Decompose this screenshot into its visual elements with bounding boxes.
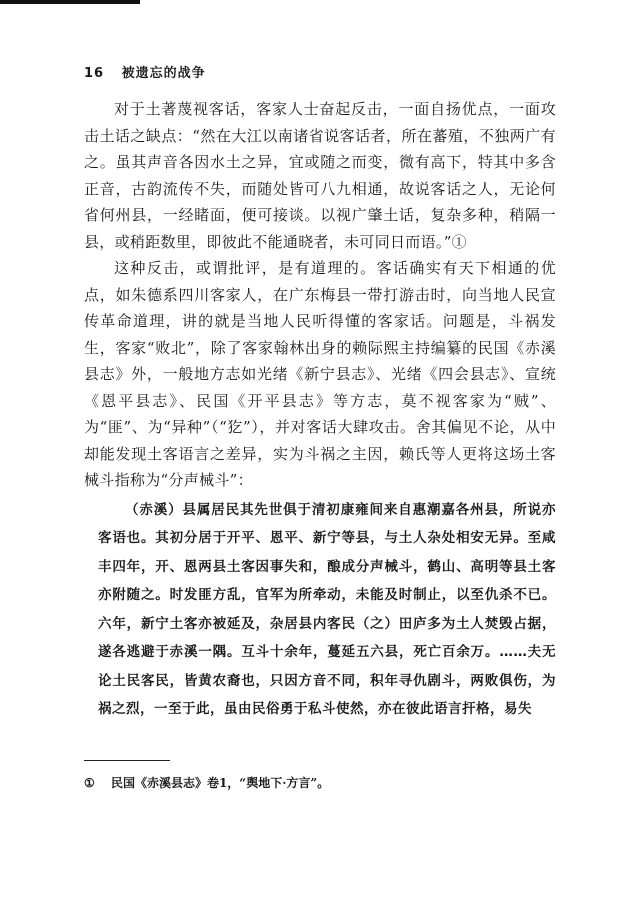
body-text [84, 96, 556, 724]
running-title: 被遗忘的战争 [121, 66, 206, 81]
footnote-mark: ① [84, 776, 95, 790]
paragraph-2: 这种反击，或谓批评，是有道理的。客话确实有天下相通的优点，如朱德系四川客家人，在广东梅县一带打游击时，向当地人民宣传革命道理，讲的就是当地人民听得懂的客家话。问题是，斗祸发生，客家“败北”，除了客家翰林出身的赖际熙主持编纂的民国《赤溪县志》外，一般地方志如光绪《新宁县志》、光绪《四会县志》、宣统《恩平县志》、民国《开平县志》等方志，莫不视客家为“贼”、为“匪”、为“异种”（“犵”），并对客话大肆攻击。舍其偏见不论，从中却能发现土客语言之差异，实为斗祸之主因，赖氏等人更将这场土客械斗指称为“分声械斗”： [84, 259, 556, 489]
footnote [84, 774, 329, 791]
scan-corner-mark [0, 0, 140, 4]
block-quote: （赤溪）县属居民其先世俱于清初康雍间来自惠潮嘉各州县，所说亦客语也。其初分居于开平、恩平、新宁等县，与土人杂处相安无异。至咸丰四年，开、恩两县土客因事失和，酿成分声械斗，鹤山、高明等县土客亦附随之。时发匪方乱，官军为所牵动，未能及时制止，以至仇杀不已。六年，新宁土客亦被延及，杂居县内客民（之）田庐多为土人焚毁占据，遂各逃避于赤溪一隅。互斗十余年，蔓延五六县，死亡百余万。……夫无论土民客民，皆黄农裔也，只因方音不同，积年寻仇剧斗，两败俱伤，为祸之烈，一至于此，虽由民俗勇于私斗使然，亦在彼此语言扞格，易失 [98, 501, 556, 717]
page-number: 16 [84, 66, 105, 81]
page-header [84, 62, 206, 81]
footnote-text: 民国《赤溪县志》卷1，“舆地下·方言”。 [110, 776, 330, 790]
paragraph-1: 对于土著蔑视客话，客家人士奋起反击，一面自扬优点，一面攻击土话之缺点：“然在大江以南诸省说客话者，所在蕃殖，不独两广有之。虽其声音各因水土之异，宜或随之而变，微有高下，特其中多含正音，古韵流传不失，而随处皆可八九相通，故说客话之人，无论何省何州县，一经睹面，便可接谈。以视广肇土话，复杂多种，稍隔一县，或稍距数里，即彼此不能通晓者，未可同日而语。”① [84, 100, 556, 251]
footnote-divider [84, 760, 170, 761]
